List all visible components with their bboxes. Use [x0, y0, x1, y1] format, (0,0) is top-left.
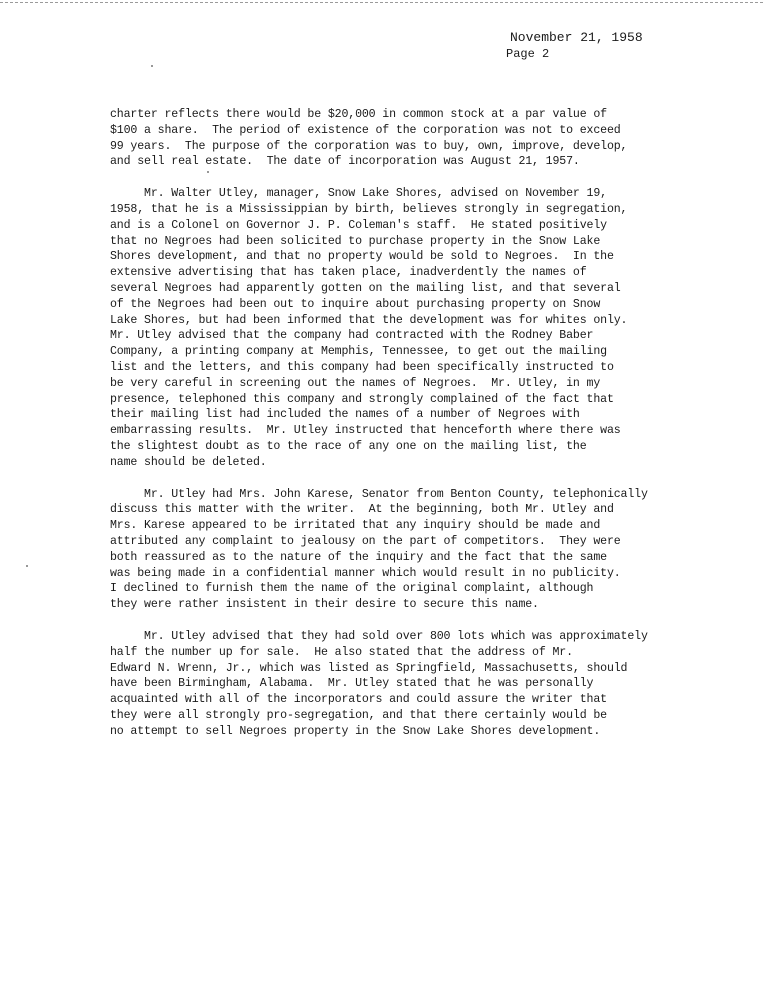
text-line: they were all strongly pro-segregation, and that there certainly would be — [110, 708, 607, 722]
text-line: presence, telephoned this company and strongly complained of the fact that — [110, 392, 614, 406]
text-line: 99 years. The purpose of the corporation was to buy, own, improve, develop, — [110, 139, 628, 153]
text-line: 1958, that he is a Mississippian by birth, believes strongly in segregation, — [110, 202, 628, 216]
text-line: Company, a printing company at Memphis, Tennessee, to get out the mailing — [110, 345, 607, 359]
text-line: embarrassing results. Mr. Utley instructed that henceforth where there was — [110, 424, 621, 438]
text-line: the slightest doubt as to the race of any one on the mailing list, the — [110, 439, 587, 453]
text-line: discuss this matter with the writer. At the beginning, both Mr. Utley and — [110, 503, 614, 517]
text-line: attributed any complaint to jealousy on the part of competitors. They were — [110, 534, 621, 548]
text-line: $100 a share. The period of existence of the corporation was not to exceed — [110, 123, 621, 137]
paragraph-lot-sales — [110, 629, 710, 740]
header-page-number: Page 2 — [506, 47, 550, 61]
page-top-edge — [0, 2, 763, 3]
header-date: November 21, 1958 — [510, 30, 643, 45]
text-line: acquainted with all of the incorporators and could assure the writer that — [110, 693, 607, 707]
text-line: Lake Shores, but had been informed that the development was for whites only. — [110, 313, 628, 327]
text-line: they were rather insistent in their desire to secure this name. — [110, 598, 539, 612]
letter-body — [110, 107, 710, 739]
text-line: Shores development, and that no property would be sold to Negroes. In the — [110, 250, 614, 264]
text-line: Edward N. Wrenn, Jr., which was listed as Springfield, Massachusetts, should — [110, 661, 628, 675]
text-line: several Negroes had apparently gotten on the mailing list, and that several — [110, 281, 621, 295]
text-line: I declined to furnish them the name of the original complaint, although — [110, 582, 594, 596]
text-line: have been Birmingham, Alabama. Mr. Utley stated that he was personally — [110, 677, 594, 691]
text-line: charter reflects there would be $20,000 in common stock at a par value of — [110, 108, 607, 121]
paragraph-utley-interview — [110, 186, 710, 470]
text-line: Mr. Utley had Mrs. John Karese, Senator from Benton County, telephonically — [110, 487, 648, 501]
text-line: be very careful in screening out the names of Negroes. Mr. Utley, in my — [110, 376, 601, 390]
text-line: extensive advertising that has taken place, inadverdently the names of — [110, 266, 587, 280]
text-line: that no Negroes had been solicited to purchase property in the Snow Lake — [110, 234, 601, 248]
text-line: list and the letters, and this company had been specifically instructed to — [110, 360, 614, 374]
paragraph-karese-call — [110, 487, 710, 613]
text-line: Mrs. Karese appeared to be irritated that any inquiry should be made and — [110, 519, 601, 533]
text-line: no attempt to sell Negroes property in the Snow Lake Shores development. — [110, 724, 601, 738]
text-line: both reassured as to the nature of the inquiry and the fact that the same — [110, 550, 607, 564]
text-line: Mr. Utley advised that they had sold over 800 lots which was approximately — [110, 629, 648, 643]
text-line: name should be deleted. — [110, 455, 267, 469]
text-line: Mr. Walter Utley, manager, Snow Lake Shores, advised on November 19, — [110, 187, 607, 201]
text-line: half the number up for sale. He also stated that the address of Mr. — [110, 645, 573, 659]
scan-speck — [26, 565, 28, 567]
text-line: their mailing list had included the names of a number of Negroes with — [110, 408, 580, 422]
paragraph-charter — [110, 107, 710, 170]
text-line: and sell real estate. The date of incorporation was August 21, 1957. — [110, 155, 580, 169]
scan-speck — [151, 65, 153, 67]
text-line: Mr. Utley advised that the company had contracted with the Rodney Baber — [110, 329, 594, 343]
page-header — [506, 30, 643, 62]
text-line: of the Negroes had been out to inquire about purchasing property on Snow — [110, 297, 601, 311]
text-line: and is a Colonel on Governor J. P. Coleman's staff. He stated positively — [110, 218, 607, 232]
text-line: was being made in a confidential manner which would result in no publicity. — [110, 566, 621, 580]
